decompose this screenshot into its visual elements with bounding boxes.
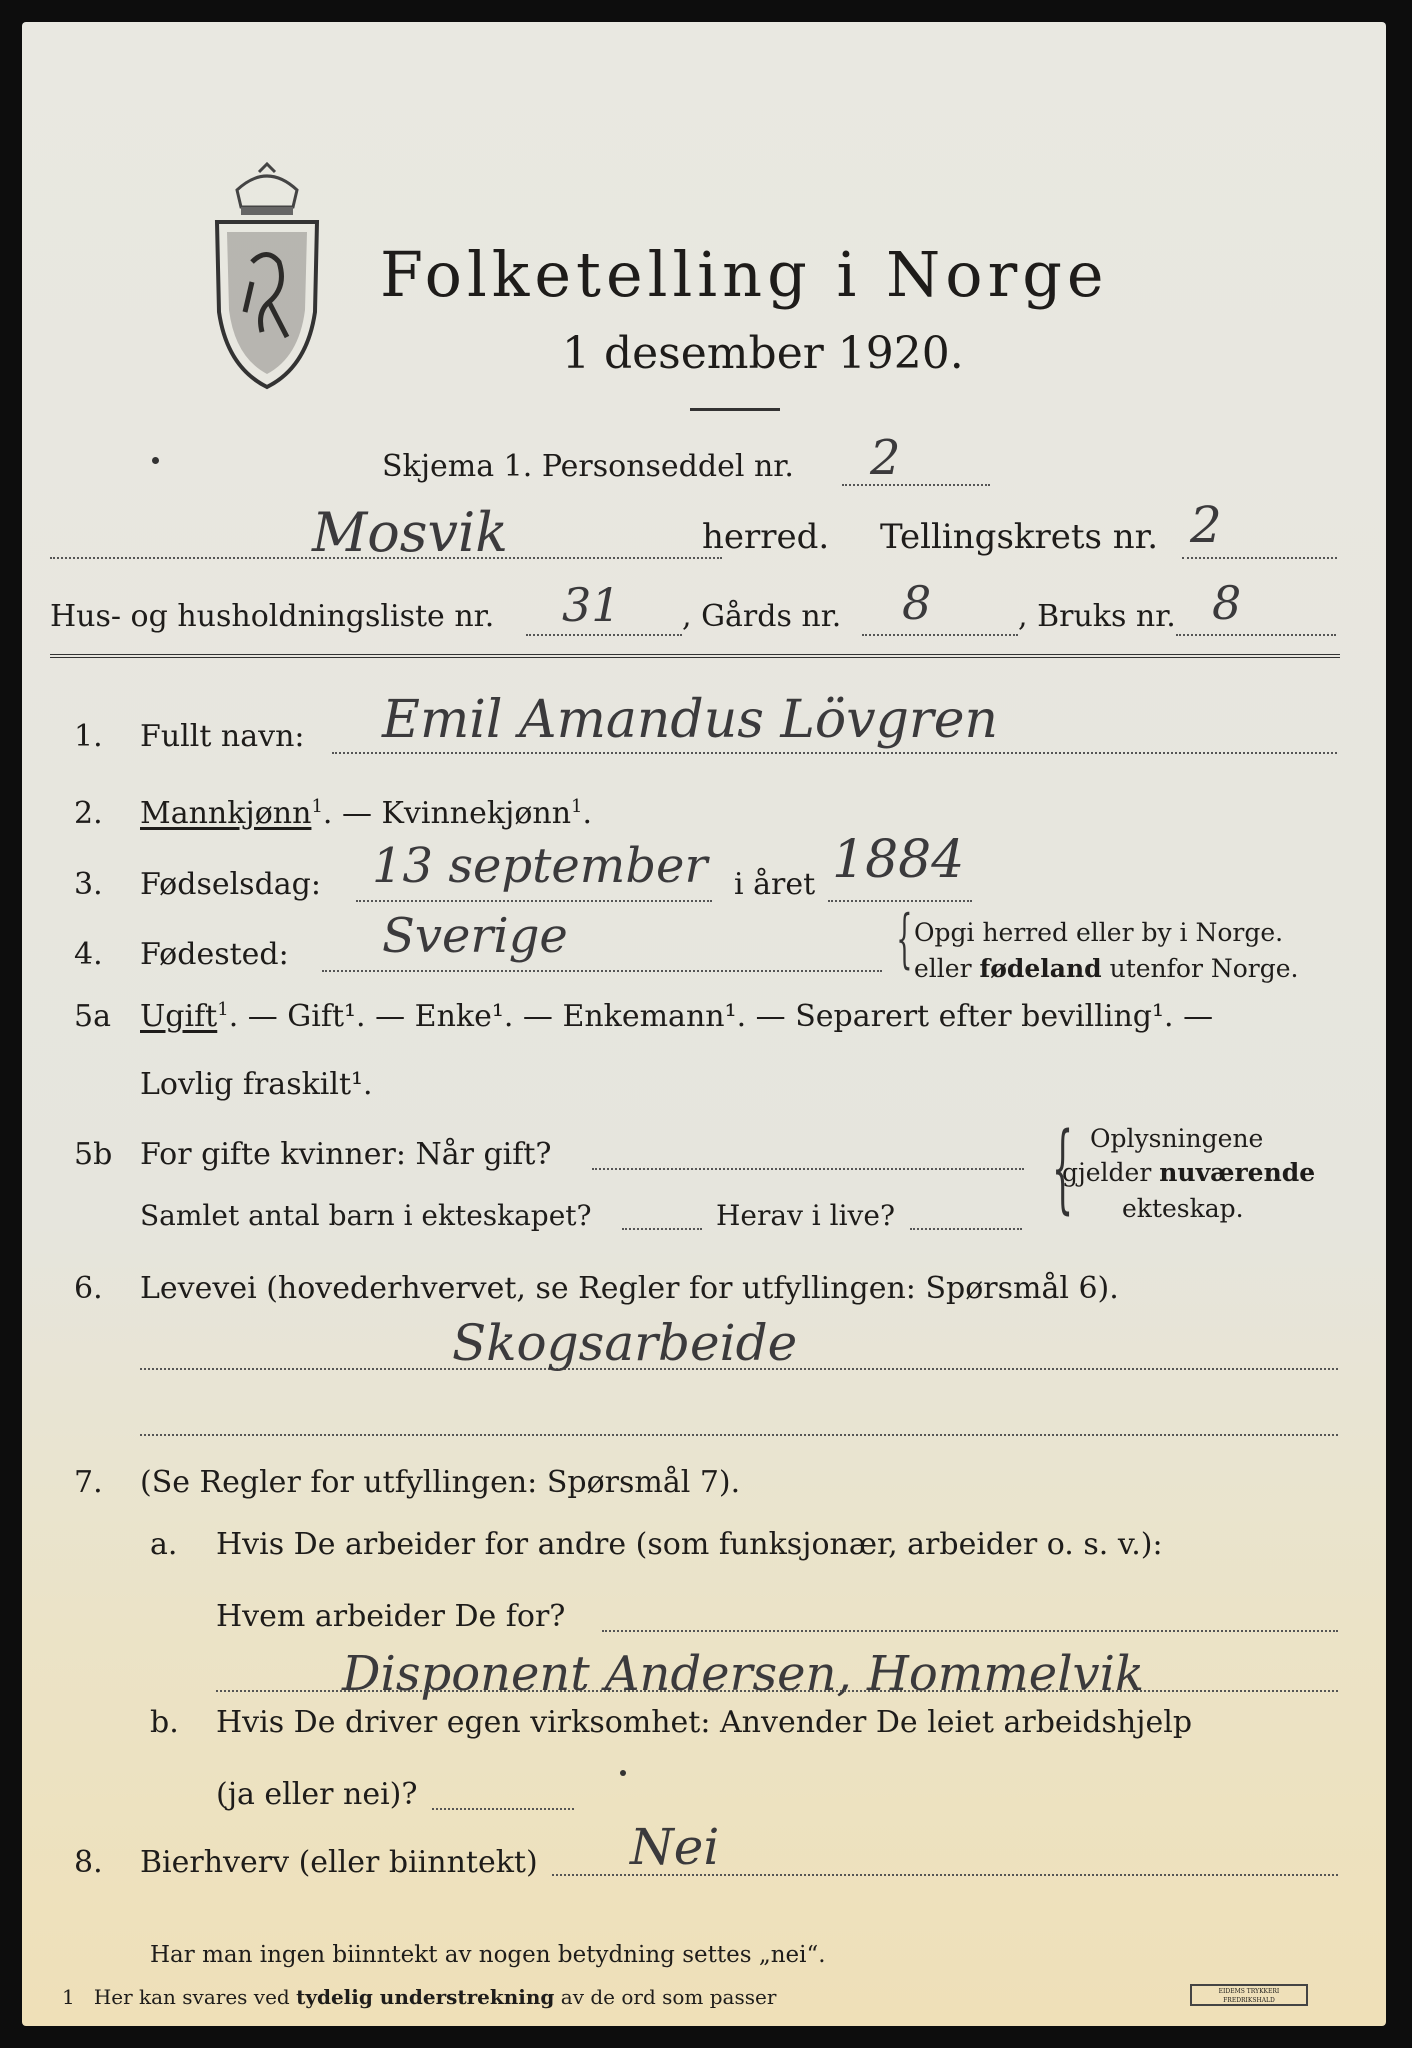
q1-label: Fullt navn:: [140, 719, 305, 754]
herred-value: Mosvik: [312, 501, 509, 564]
q7a-letter: a.: [150, 1527, 178, 1562]
full-name-value: Emil Amandus Lövgren: [382, 690, 999, 750]
children-field[interactable]: [622, 1228, 702, 1230]
bruks-label: , Bruks nr.: [1018, 599, 1176, 634]
herred-label: herred.: [702, 517, 830, 557]
sex-options: Mannkjønn$^1$. — Kvinnekjønn$^1$.: [140, 796, 593, 831]
schema-label: Skjema 1. Personseddel nr.: [382, 449, 794, 484]
alive-label: Herav i live?: [716, 1199, 895, 1232]
employer-field-2[interactable]: [216, 1690, 1338, 1692]
bruks-value: 8: [1212, 576, 1242, 630]
q2-number: 2.: [74, 796, 103, 831]
krets-label: Tellingskrets nr.: [880, 517, 1159, 557]
birthplace-field[interactable]: [322, 970, 882, 972]
alive-field[interactable]: [910, 1228, 1022, 1230]
q7b-letter: b.: [150, 1705, 179, 1740]
q6-number: 6.: [74, 1271, 103, 1306]
employer-field[interactable]: [602, 1630, 1338, 1632]
married-women-label: For gifte kvinner: Når gift?: [140, 1137, 552, 1172]
krets-value: 2: [1190, 496, 1222, 554]
hus-value: 31: [562, 578, 621, 632]
coat-of-arms-icon: [207, 162, 327, 392]
male-option[interactable]: Mannkjønn: [140, 796, 312, 831]
birthday-field[interactable]: [356, 900, 712, 902]
census-form: [22, 22, 1386, 2026]
gards-value: 8: [902, 576, 932, 630]
footer-note: Har man ingen biinntekt av nogen betydning settes „nei“.: [150, 1942, 826, 1968]
children-label: Samlet antal barn i ekteskapet?: [140, 1199, 592, 1232]
side-income-value: Nei: [630, 1818, 720, 1876]
birthplace-note-1: Opgi herred eller by i Norge.: [914, 918, 1284, 947]
birthplace-value: Sverige: [382, 908, 568, 964]
q7-label: (Se Regler for utfyllingen: Spørsmål 7).: [140, 1465, 741, 1500]
employer-label: Hvem arbeider De for?: [216, 1599, 566, 1634]
footnote: 1 Her kan svares ved tydelig understrekning av de ord som passer: [62, 1985, 777, 2009]
title-divider: [690, 408, 780, 411]
hus-field[interactable]: [526, 634, 682, 636]
year-label: i året: [734, 867, 816, 902]
q5a-number: 5a: [74, 999, 111, 1034]
marital-options: Ugift$^1$. — Gift¹. — Enke¹. — Enkemann¹. — Separert efter bevilling¹. —: [140, 999, 1214, 1034]
marriage-note-3: ekteskap.: [1122, 1194, 1244, 1223]
marriage-note-2: gjelder nuværende: [1062, 1158, 1316, 1187]
occupation-field-2[interactable]: [140, 1434, 1338, 1436]
full-name-field[interactable]: [332, 752, 1337, 754]
census-date: 1 desember 1920.: [562, 328, 964, 379]
brace: {: [896, 902, 913, 976]
q3-label: Fødselsdag:: [140, 867, 321, 902]
brace: {: [1051, 1112, 1074, 1224]
marriage-note-1: Oplysningene: [1090, 1124, 1264, 1153]
hired-help-field[interactable]: [432, 1808, 574, 1810]
birthday-value: 13 september: [372, 838, 708, 894]
side-income-label: Bierhverv (eller biinntekt): [140, 1845, 538, 1880]
occupation-label: Levevei (hovederhvervet, se Regler for utfyllingen: Spørsmål 6).: [140, 1271, 1119, 1306]
ink-dot: [620, 1770, 626, 1776]
employer-value: Disponent Andersen, Hommelvik: [342, 1646, 1145, 1702]
bruks-field[interactable]: [1176, 634, 1336, 636]
unmarried-option[interactable]: Ugift: [140, 999, 218, 1034]
q3-number: 3.: [74, 867, 103, 902]
birthplace-note-2: eller fødeland utenfor Norge.: [914, 954, 1299, 983]
q5b-number: 5b: [74, 1137, 113, 1172]
occupation-value: Skogsarbeide: [452, 1314, 798, 1372]
hus-label: Hus- og husholdningsliste nr.: [50, 599, 495, 634]
schema-value: 2: [870, 430, 901, 486]
q7-number: 7.: [74, 1465, 103, 1500]
gards-field[interactable]: [862, 634, 1018, 636]
page-title: Folketelling i Norge: [380, 238, 1109, 311]
year-value: 1884: [832, 830, 965, 890]
q7b-text: Hvis De driver egen virksomhet: Anvender De leiet arbeidshjelp: [216, 1705, 1193, 1740]
q4-number: 4.: [74, 937, 103, 972]
hired-help-label: (ja eller nei)?: [216, 1777, 418, 1812]
printer-stamp: EIDEMS TRYKKERI FREDRIKSHALD: [1190, 1984, 1308, 2006]
schema-field[interactable]: [842, 484, 990, 486]
krets-field[interactable]: [1182, 557, 1337, 559]
gards-label: , Gårds nr.: [682, 599, 842, 634]
divorced-option[interactable]: Lovlig fraskilt¹.: [140, 1067, 373, 1102]
q8-number: 8.: [74, 1845, 103, 1880]
q7a-text: Hvis De arbeider for andre (som funksjonær, arbeider o. s. v.):: [216, 1527, 1163, 1562]
ink-dot: [152, 457, 159, 464]
q1-number: 1.: [74, 719, 103, 754]
female-option[interactable]: Kvinnekjønn: [381, 796, 572, 831]
header-divider: [50, 654, 1340, 658]
married-when-field[interactable]: [592, 1168, 1024, 1170]
q4-label: Fødested:: [140, 937, 289, 972]
